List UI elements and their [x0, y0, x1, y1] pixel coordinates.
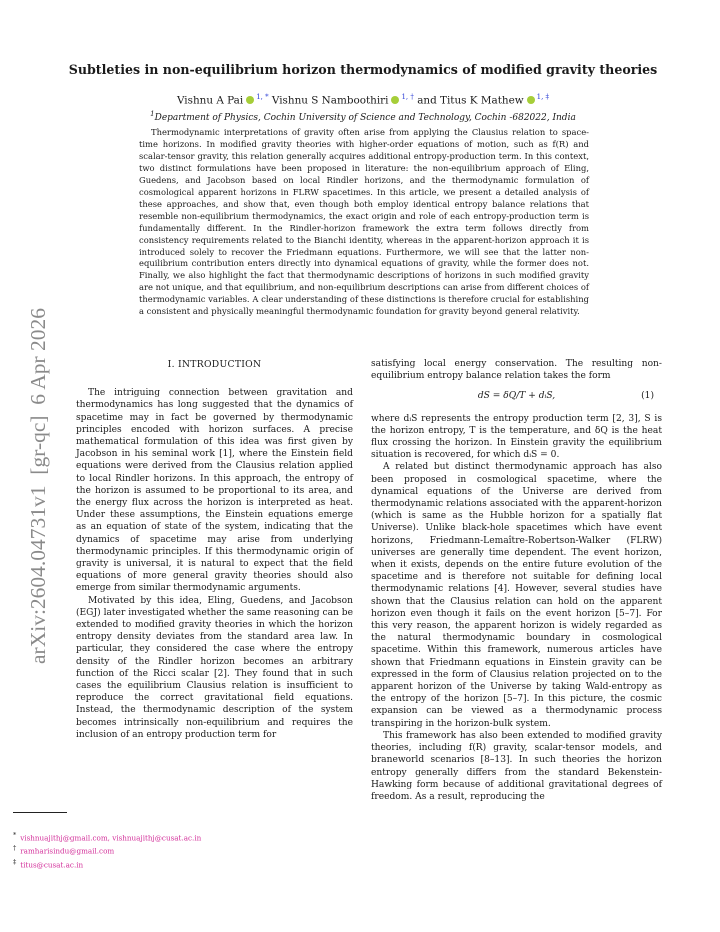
email-link[interactable]: ramharisindu@gmail.com — [20, 846, 115, 856]
right-column — [371, 358, 662, 803]
author-name: Vishnu A Pai — [176, 94, 244, 107]
arxiv-identifier-text: arXiv:2604.04731v1 [gr-qc] 6 Apr 2026 — [26, 307, 50, 664]
affiliation-mark: 1 — [150, 110, 155, 118]
footnote — [13, 857, 313, 870]
orcid-icon[interactable] — [391, 96, 399, 104]
email-link[interactable]: titus@cusat.ac.in — [20, 860, 84, 870]
section-number: I. — [167, 359, 175, 370]
body-paragraph: where dᵢS represents the entropy production term [2, 3], S is the horizon entropy, T is the temperature, and δQ is the heat flux crossing the horizon. In Einstein gravity the equilibrium situation is recovered, for which dᵢS = 0. — [371, 413, 662, 461]
footnote-divider — [13, 812, 67, 813]
author-marks: 1, * — [256, 93, 269, 101]
equation-number: (1) — [641, 391, 654, 402]
footnote-mark: * — [13, 831, 17, 839]
author-line — [63, 93, 663, 106]
affiliation-text: Department of Physics, Cochin University of Science and Technology, Cochin -682022, India — [154, 113, 576, 123]
author-marks: 1, ‡ — [536, 93, 550, 101]
section-heading — [76, 359, 353, 371]
affiliation — [63, 110, 663, 123]
footnotes — [13, 830, 313, 870]
author-joiner: and — [417, 94, 437, 107]
left-column — [76, 358, 353, 741]
footnote — [13, 830, 313, 843]
orcid-icon[interactable] — [527, 96, 535, 104]
author-marks: 1, † — [401, 93, 414, 101]
body-paragraph: A related but distinct thermodynamic approach has also been proposed in cosmological spacetime, where the dynamical equations of the Universe are derived from thermodynamic relations associated with the apparent-horizon (which is same as the Hubble horizon for a spatially flat Universe). Unlike black-hole spacetimes which have event horizons, Friedmann-Lemaître-Robertson-Walker (FLRW) universes are generally time dependent. The event horizon, when it exists, depends on the entire future evolution of the spacetime and is therefore not suitable for defining local thermodynamic relations [4]. However, several studies have shown that the Clausius relation can hold on the apparent horizon even though it fails on the event horizon [5–7]. For this very reason, the apparent horizon is widely regarded as the natural thermodynamic boundary in cosmological spacetime. Within this framework, numerous articles have shown that Friedmann equations in Einstein gravity can be expressed in the form of Clausius relation projected on to the apparent horizon of the Universe by taking Wald-entropy as the entropy of the horizon [5–7]. In this picture, the cosmic expansion can be viewed as a thermodynamic process transpiring in the horizon-bulk system. — [371, 462, 662, 729]
footnote-mark: † — [13, 844, 17, 853]
paper-title: Subtleties in non-equilibrium horizon thermodynamics of modified gravity theories — [68, 62, 658, 77]
arxiv-identifier-stamp — [18, 268, 56, 668]
body-paragraph: Motivated by this idea, Eling, Guedens, and Jacobson (EGJ) later investigated whether the same reasoning can be extended to modified gravity theories in which the horizon entropy density deviates from the standard area law. In particular, they considered the case where the entropy density of the Rindler horizon becomes an arbitrary function of the Ricci scalar [2]. They found that in such cases the equilibrium Clausius relation is insufficient to reproduce the correct gravitational field equations. Instead, the thermodynamic description of the system becomes intrinsically non-equilibrium and requires the inclusion of an entropy production term for — [76, 595, 353, 740]
body-paragraph: The intriguing connection between gravitation and thermodynamics has long suggested that the dynamics of spacetime may in fact be governed by thermodynamic principles encoded with horizon surfaces. A precise mathematical formulation of this idea was first given by Jacobson in his seminal work [1], where the Einstein field equations were derived from the Clausius relation applied to local Rindler horizons. In this approach, the entropy of the horizon is assumed to be proportional to its area, and the energy flux across the horizon is interpreted as heat. Under these assumptions, the Einstein equations emerge as an equation of state of the system, indicating that the dynamics of spacetime may arise from underlying thermodynamic principles. If this thermodynamic origin of gravity is universal, it is natural to expect that the field equations of more general gravity theories should also emerge from similar thermodynamic arguments. — [76, 388, 353, 594]
body-paragraph: This framework has also been extended to modified gravity theories, including f(R) gravity, scalar-tensor models, and braneworld scenarios [8–13]. In such theories the horizon entropy generally differs from the standard Bekenstein-Hawking form because of additional gravitational degrees of freedom. As a result, reproducing the — [371, 730, 662, 802]
body-paragraph: satisfying local energy conservation. The resulting non-equilibrium entropy balance relation takes the form — [371, 359, 662, 382]
section-title: INTRODUCTION — [178, 359, 262, 370]
orcid-icon[interactable] — [246, 96, 254, 104]
footnote-mark: ‡ — [13, 857, 17, 866]
email-link[interactable]: vishnuajithj@gmail.com, vishnuajithj@cusat.ac.in — [20, 833, 202, 843]
arxiv-identifier-svg — [18, 268, 56, 668]
abstract: Thermodynamic interpretations of gravity often arise from applying the Clausius relation to space-time horizons. In modified gravity theories with higher-order equations of motion, such as f(R) and scalar-tensor gravity, this relation generally acquires additional entropy-production term. In this context, two distinct formulations have been proposed in literature: the non-equilibrium approach of Eling, Guedens, and Jacobson based on local Rindler horizons, and the thermodynamic formulation of cosmological apparent horizons in FLRW spacetimes. In this article, we present a detailed analysis of these approaches, and show that, even though both employ identical entropy balance relations that resemble non-equilibrium thermodynamics, the exact origin and role of each entropy-production term is fundamentally different. In the Rindler-horizon framework the extra term follows directly from consistency requirements related to the Bianchi identity, whereas in the apparent-horizon approach it is introduced solely to recover the Friedmann equations. Furthermore, we will see that the latter non-equilibrium contribution enters directly into dynamical equations of gravity, while the former does not. Finally, we also highlight the fact that thermodynamic descriptions of horizons in such modified gravity are not unique, and that equilibrium, and non-equilibrium descriptions can arise from different choices of thermodynamic variables. A clear understanding of these distinctions is therefore crucial for establishing a consistent and physically meaningful thermodynamic foundation for gravity beyond general relativity. — [139, 127, 589, 317]
equation-1 — [371, 390, 662, 402]
footnote — [13, 843, 313, 856]
author-name: Vishnu S Namboothiri — [271, 94, 389, 107]
author-name: Titus K Mathew — [440, 94, 524, 107]
equation-text: dS = δQ/T + dᵢS, — [477, 391, 556, 402]
